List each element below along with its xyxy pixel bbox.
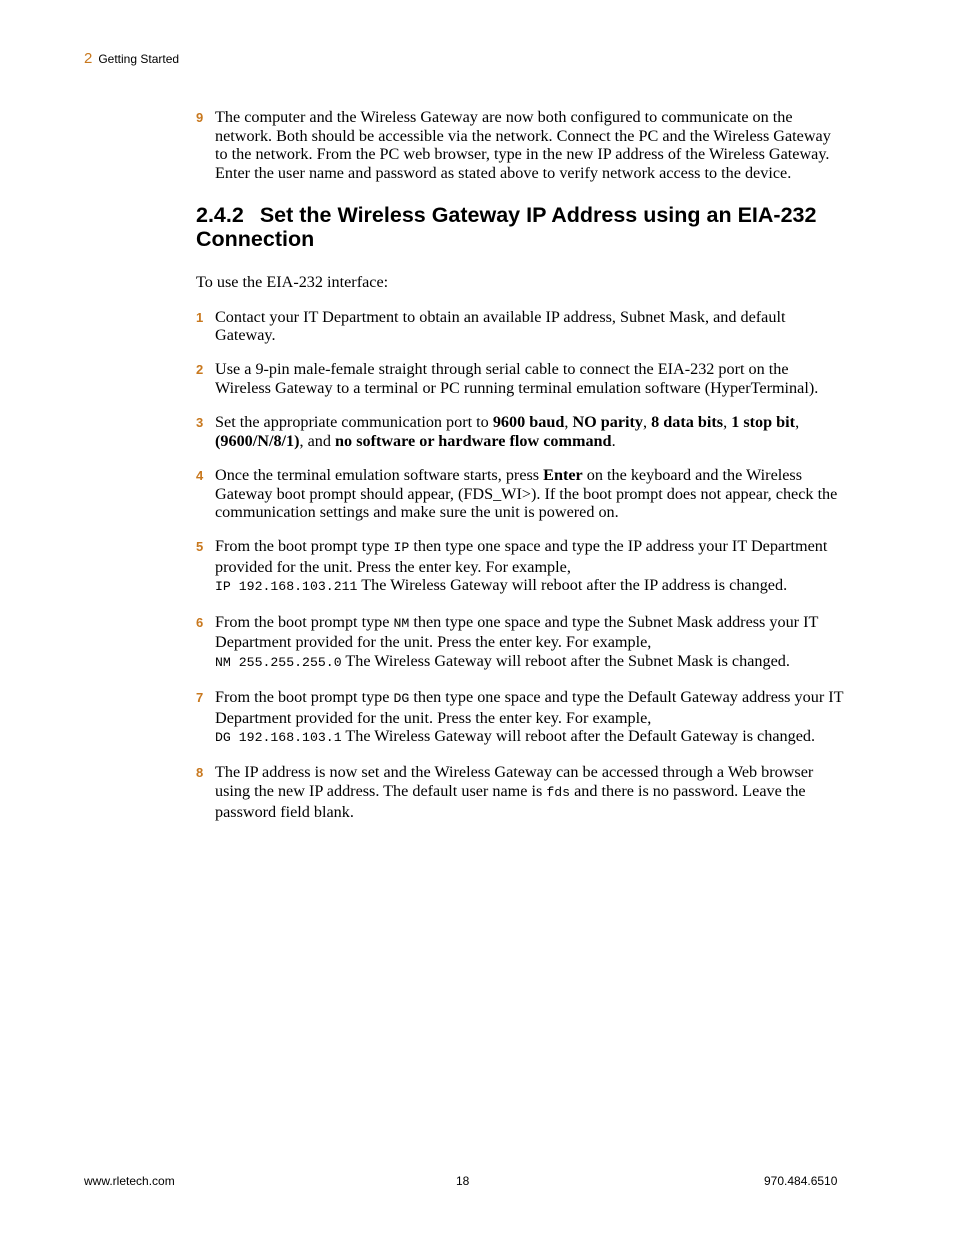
data-bits-setting: 8 data bits	[651, 413, 724, 432]
step-number: 7	[196, 690, 204, 706]
step-item	[196, 613, 846, 673]
step-number: 2	[196, 362, 204, 378]
section-title: Set the Wireless Gateway IP Address using an EIA-232 Connection	[196, 203, 817, 252]
command-example: IP 192.168.103.211	[215, 579, 358, 595]
step-item	[196, 413, 846, 450]
footer-website: www.rletech.com	[84, 1174, 175, 1188]
step-text: then type one space and type the Default Gateway address your IT Department provided for the unit. Press the enter key. For example,	[215, 688, 844, 727]
parity-setting: NO parity	[572, 413, 644, 432]
username-code: fds	[546, 785, 571, 800]
step-text: ,	[723, 413, 732, 432]
command-example: NM 255.255.255.0	[215, 654, 342, 670]
step-text: then type one space and type the IP address your IT Department provided for the unit. Press the enter key. For example,	[215, 537, 828, 576]
step-text: From the boot prompt type	[215, 537, 394, 556]
footer-phone: 970.484.6510	[764, 1174, 838, 1188]
command-code: NM	[393, 615, 410, 631]
settings-summary: (9600/N/8/1)	[215, 431, 300, 450]
step-number: 1	[196, 309, 204, 325]
stop-bit-setting: 1 stop bit	[731, 413, 796, 432]
chapter-number: 2	[84, 50, 93, 67]
step-text: on the keyboard and the Wireless Gateway boot prompt should appear, (FDS_WI>). If the boot prompt does not appear, check the communication settings and make sure the unit is powered on.	[215, 465, 838, 522]
baud-setting: 9600 baud	[492, 413, 565, 432]
step-text: then type one space and type the Subnet Mask address your IT Department provided for the unit. Press the enter key. For example,	[215, 612, 819, 652]
step-item	[196, 537, 846, 597]
step-item	[196, 308, 846, 345]
step-text: , and	[299, 431, 336, 450]
step-text: The Wireless Gateway will reboot after the IP address is changed.	[357, 576, 788, 595]
chapter-title: Getting Started	[98, 52, 180, 66]
step-text: The Wireless Gateway will reboot after the Subnet Mask is changed.	[341, 651, 790, 670]
step-number: 3	[196, 415, 204, 431]
step-text: ,	[795, 413, 800, 432]
command-code: DG	[393, 691, 410, 707]
step-text: .	[611, 431, 616, 450]
step-item	[196, 688, 846, 748]
step-number: 4	[196, 467, 204, 483]
step-number: 9	[196, 110, 204, 125]
step-text: Contact your IT Department to obtain an available IP address, Subnet Mask, and default Gateway.	[215, 307, 786, 345]
step-number: 8	[196, 765, 204, 781]
step-text: Use a 9-pin male-female straight through serial cable to connect the EIA-232 port on the Wireless Gateway to a terminal or PC running terminal emulation software (HyperTerminal).	[215, 360, 819, 397]
footer-page-number: 18	[456, 1174, 470, 1188]
step-number: 6	[196, 614, 204, 630]
step-text: and there is no password. Leave the password field blank.	[215, 782, 806, 821]
section-number: 2.4.2	[196, 203, 244, 228]
command-code: IP	[393, 540, 410, 556]
step-text: Once the terminal emulation software starts, press	[215, 465, 544, 484]
step-item	[196, 360, 846, 397]
step-text: ,	[643, 413, 652, 432]
step-item	[196, 466, 846, 522]
page-header	[84, 50, 179, 67]
step-text: ,	[564, 413, 573, 432]
step-text: The computer and the Wireless Gateway are now both configured to communicate on the network. Both should be accessible via the network. Connect the PC and the Wireless Gateway to the network. From the PC web browser, type in the new IP address of the Wireless Gateway. Enter the user name and password as stated above to verify network access to the device.	[215, 108, 831, 182]
step-text: The IP address is now set and the Wireless Gateway can be accessed through a Web browser using the new IP address. The default user name is	[215, 763, 814, 800]
section-intro: To use the EIA-232 interface:	[196, 273, 389, 292]
step-text: Set the appropriate communication port to	[215, 413, 493, 432]
section-heading	[196, 203, 846, 251]
flow-control-setting: no software or hardware flow command	[335, 431, 612, 450]
step-item	[196, 108, 846, 182]
enter-key-label: Enter	[543, 465, 583, 484]
command-example: DG 192.168.103.1	[215, 730, 342, 746]
step-text: From the boot prompt type	[215, 688, 394, 707]
step-number: 5	[196, 539, 204, 555]
step-text: From the boot prompt type	[215, 612, 394, 631]
step-item	[196, 763, 846, 821]
step-text: The Wireless Gateway will reboot after the Default Gateway is changed.	[341, 727, 816, 746]
page-content	[196, 108, 846, 837]
